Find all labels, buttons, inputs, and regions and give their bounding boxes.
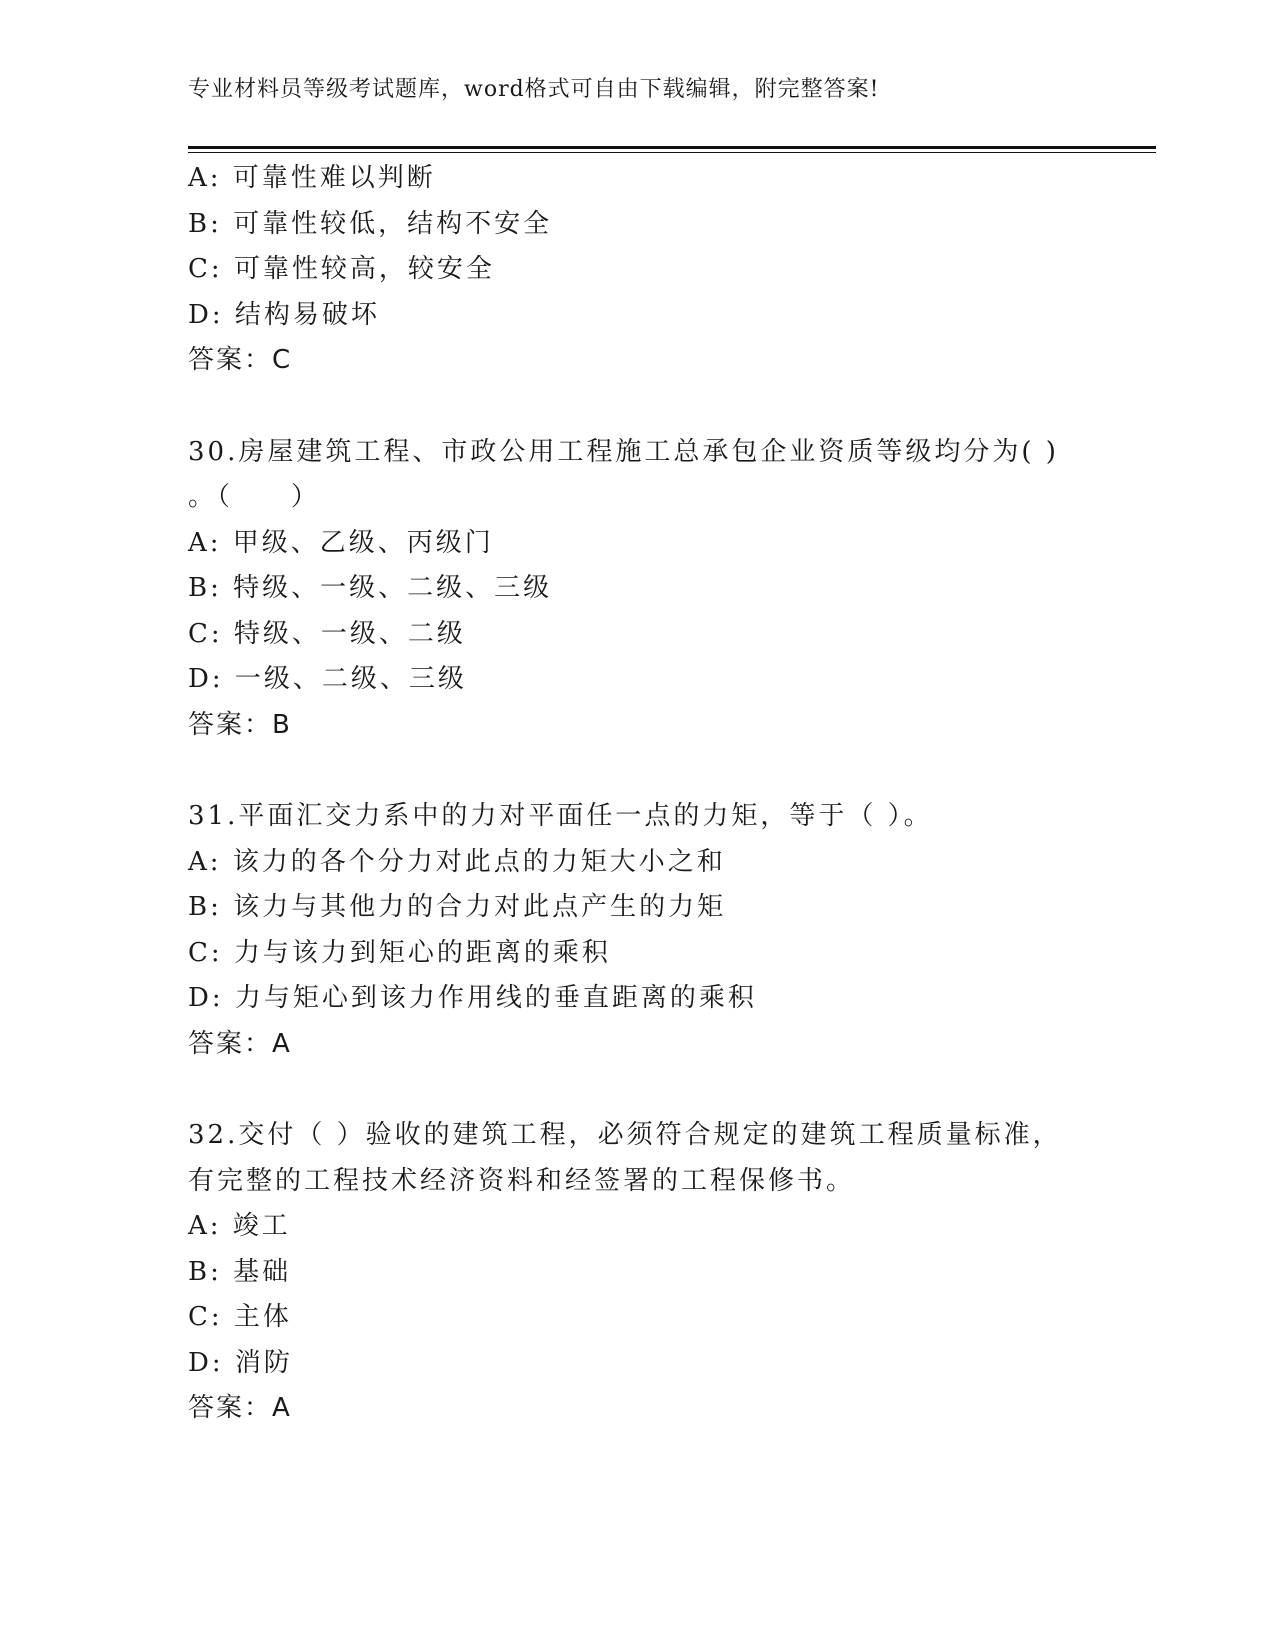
option-d: D: 力与矩心到该力作用线的垂直距离的乘积 <box>188 983 757 1013</box>
option-a: A: 竣工 <box>188 1211 291 1241</box>
option-c: C: 力与该力到矩心的距离的乘积 <box>188 937 611 968</box>
option-a: A: 甲级、乙级、丙级门 <box>188 527 494 558</box>
answer-line: 答案：A <box>188 1028 292 1059</box>
option-a: A: 可靠性难以判断 <box>188 163 436 193</box>
question-stem: 31.平面汇交力系中的力对平面任一点的力矩，等于（ ）。 <box>188 801 933 831</box>
header-rule-thin <box>188 152 1156 153</box>
option-c: C: 特级、一级、二级 <box>188 618 466 649</box>
option-a: A: 该力的各个分力对此点的力矩大小之和 <box>188 846 726 877</box>
option-b: B: 可靠性较低，结构不安全 <box>188 208 553 239</box>
answer-line: 答案：A <box>188 1393 292 1423</box>
question-stem-continued: 。（ ） <box>188 482 321 512</box>
option-b: B: 特级、一级、二级、三级 <box>188 573 553 603</box>
option-d: D: 结构易破坏 <box>188 299 380 330</box>
header-rule-thick <box>188 146 1156 149</box>
question-stem: 32.交付（ ）验收的建筑工程，必须符合规定的建筑工程质量标准， <box>188 1120 1062 1150</box>
option-b: B: 该力与其他力的合力对此点产生的力矩 <box>188 892 727 922</box>
answer-line: 答案：C <box>188 345 293 375</box>
prev-question-block <box>188 156 1118 384</box>
question-content <box>188 156 1118 1432</box>
page-header: 专业材料员等级考试题库，word格式可自由下载编辑，附完整答案! <box>188 77 880 102</box>
option-d: D: 消防 <box>188 1347 293 1378</box>
question-stem-continued: 有完整的工程技术经济资料和经签署的工程保修书。 <box>188 1165 856 1196</box>
question-30 <box>188 430 1118 749</box>
option-b: B: 基础 <box>188 1256 292 1287</box>
question-31 <box>188 794 1118 1067</box>
answer-line: 答案：B <box>188 709 292 740</box>
option-c: C: 主体 <box>188 1302 292 1332</box>
option-d: D: 一级、二级、三级 <box>188 664 467 694</box>
question-stem: 30.房屋建筑工程、市政公用工程施工总承包企业资质等级均分为( ) <box>188 436 1059 467</box>
question-32 <box>188 1113 1118 1432</box>
option-c: C: 可靠性较高，较安全 <box>188 254 495 284</box>
